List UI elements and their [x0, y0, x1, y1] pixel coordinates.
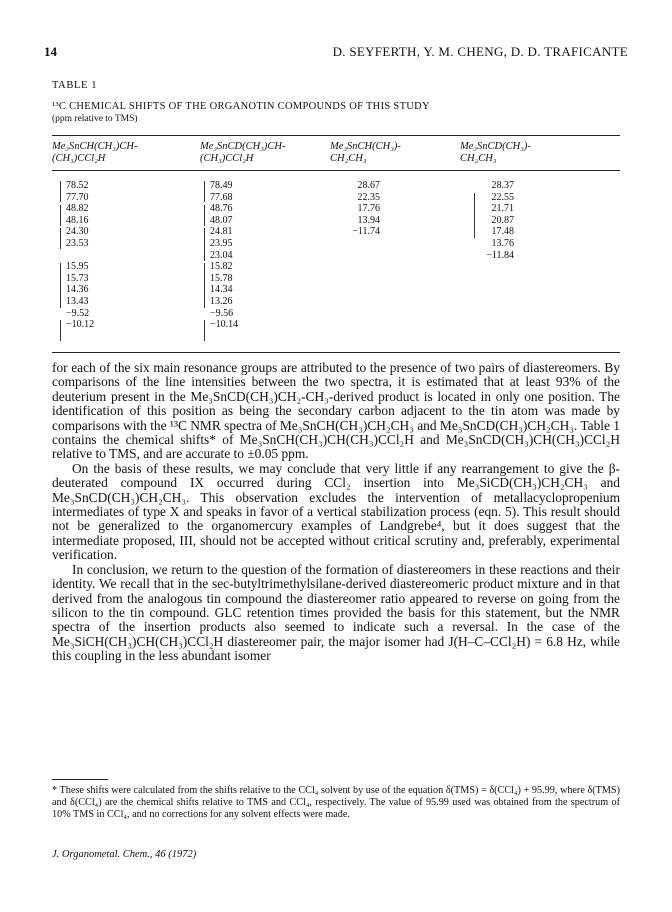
table-cell: −10.14 [210, 319, 239, 331]
paragraph: On the basis of these results, we may conclude that very little if any rearrangement to give the β-deuterated compound IX occurred during CCl₂ insertion into Me₃SiCD(CH₃)CH₂CH₃ and Me₃SnCD(CH₃)CH₂CH₃. This observation excludes the intervention of metallacyclopropenium intermediates of type X and speaks in favor of a vertical stabilization process (eqn. 5). This result should not be generalized to the organomercury examples of Landgrebe⁴, but it does suggest that the intermediate proposed, III, should not be accepted without critical scrutiny and, preferably, experimental verification. [52, 460, 620, 563]
table-cell: 15.95 [66, 261, 89, 273]
table-cell: 22.35 [357, 191, 380, 203]
table-cell: −9.52 [66, 307, 90, 319]
table-cell: 48.16 [66, 214, 89, 226]
table-cell: 15.78 [210, 272, 233, 284]
table-cell: 15.73 [66, 272, 89, 284]
brace [60, 205, 61, 226]
table-cell: 24.81 [210, 226, 233, 238]
column-header-4: Me₃SnCD(CH₃)- CH₂CH₃ [460, 141, 531, 164]
brace [204, 181, 205, 202]
table-cell: 28.67 [357, 180, 380, 191]
table-cell: 17.48 [491, 226, 514, 238]
table-cell: 78.52 [66, 180, 89, 191]
table-cell: 48.82 [66, 203, 89, 215]
table-cell: −11.74 [352, 226, 380, 238]
journal-citation: J. Organometal. Chem., 46 (1972) [52, 849, 197, 860]
table-subcaption: (ppm relative to TMS) [52, 114, 138, 124]
table-cell: 17.76 [357, 203, 380, 215]
column-header-3: Me₃SnCH(CH₃)- CH₂CH₃ [330, 141, 401, 164]
column-2-values [210, 180, 238, 331]
body-text [52, 361, 620, 664]
table-label: TABLE 1 [52, 80, 98, 91]
table-cell: 22.55 [491, 191, 514, 203]
table-cell: 78.49 [210, 180, 233, 191]
paragraph: for each of the six main resonance groups are attributed to the presence of two pairs of diastereomers. By comparisons of the line intensities between the two spectra, it is estimated that at least 93% of the deuterium present in the Me₃SnCD(CH₃)CH₂-CH₃-derived product is located in only one position. The identification of this position as being the secondary carbon adjacent to the tin atom was made by comparisons with the ¹³C NMR spectra of Me₃SnCH(CH₃)CH₂CH₃ and Me₃SnCD(CH₃)CH₂CH₃. Table 1 contains the chemical shifts* of Me₃SnCH(CH₃)CH(CH₃)CCl₂H and Me₃SnCD(CH₃)CH(CH₃)CCl₂H relative to TMS, and are accurate to ±0.05 ppm. [52, 360, 620, 462]
table-top-rule [52, 135, 620, 136]
brace [204, 205, 205, 226]
brace [60, 263, 61, 308]
table-cell: 77.68 [210, 191, 233, 203]
table-cell: 13.76 [491, 237, 514, 249]
brace [60, 320, 61, 341]
footnote: * These shifts were calculated from the shifts relative to the CCl₄ solvent by use of the equation δ(TMS) = δ(CCl₄) + 95.99, where δ(TMS) and δ(CCl₄) are the chemical shifts relative to TMS and CCl₄, respectively. The value of 95.99 used was obtained from the spectrum of 10% TMS in CCl₄, and no corrections for any solvent effects were made. [52, 785, 620, 820]
table-cell: 14.36 [66, 284, 89, 296]
table-cell: −11.84 [486, 249, 514, 261]
table-cell: −10.12 [66, 319, 95, 331]
table-cell: 24.30 [66, 226, 89, 238]
table-cell: 23.95 [210, 237, 233, 249]
table-caption [52, 101, 430, 125]
table-cell: 15.82 [210, 261, 233, 273]
table-cell: 20.87 [491, 214, 514, 226]
table-cell: −9.56 [210, 307, 234, 319]
footnote-rule [52, 779, 108, 780]
table-cell: 48.07 [210, 214, 233, 226]
column-header-2: Me₃SnCD(CH₃)CH- (CH₃)CCl₂H [200, 141, 286, 164]
table-title: ¹³C CHEMICAL SHIFTS OF THE ORGANOTIN COMPOUNDS OF THIS STUDY [52, 101, 430, 112]
table-cell: 13.43 [66, 295, 89, 307]
table-cell: 14.34 [210, 284, 233, 296]
column-3-values [342, 180, 380, 238]
brace [204, 228, 205, 261]
running-header [44, 44, 628, 64]
table-cell: 13.26 [210, 295, 233, 307]
brace [60, 228, 61, 249]
table-bottom-rule [52, 352, 620, 353]
table-cell: 21.71 [491, 203, 514, 215]
column-4-values [476, 180, 514, 261]
table-cell: 77.70 [66, 191, 89, 203]
page-number: 14 [44, 44, 57, 59]
column-1-values [66, 180, 94, 331]
table-header-rule [52, 170, 620, 171]
brace [474, 193, 475, 238]
brace [60, 181, 61, 202]
table-cell: 13.94 [357, 214, 380, 226]
table-cell: 48.76 [210, 203, 233, 215]
running-authors: D. SEYFERTH, Y. M. CHENG, D. D. TRAFICANTE [332, 44, 628, 59]
paragraph: In conclusion, we return to the question of the formation of diastereomers in these reactions and their identity. We recall that in the sec-butyltrimethylsilane-derived diastereomeric product mixture and in that derived from the analogous tin compound the diastereomer ratio appeared to reverse on going from the silicon to the tin compound. GLC retention times provided the basis for this statement, but the NMR spectra of the insertion products also seemed to indicate such a reversal. In the case of the Me₃SiCH(CH₃)CH(CH₃)CCl₂H diastereomer pair, the major isomer had J(H–C–CCl₂H) = 6.8 Hz, while this coupling in the less abundant isomer [52, 561, 620, 664]
table-cell: 28.37 [491, 180, 514, 191]
table-cell: 23.53 [66, 237, 89, 249]
brace [204, 320, 205, 341]
column-header-1: Me₃SnCH(CH₃)CH- (CH₃)CCl₂H [52, 141, 138, 164]
table-cell: 23.04 [210, 249, 233, 261]
brace [204, 263, 205, 308]
